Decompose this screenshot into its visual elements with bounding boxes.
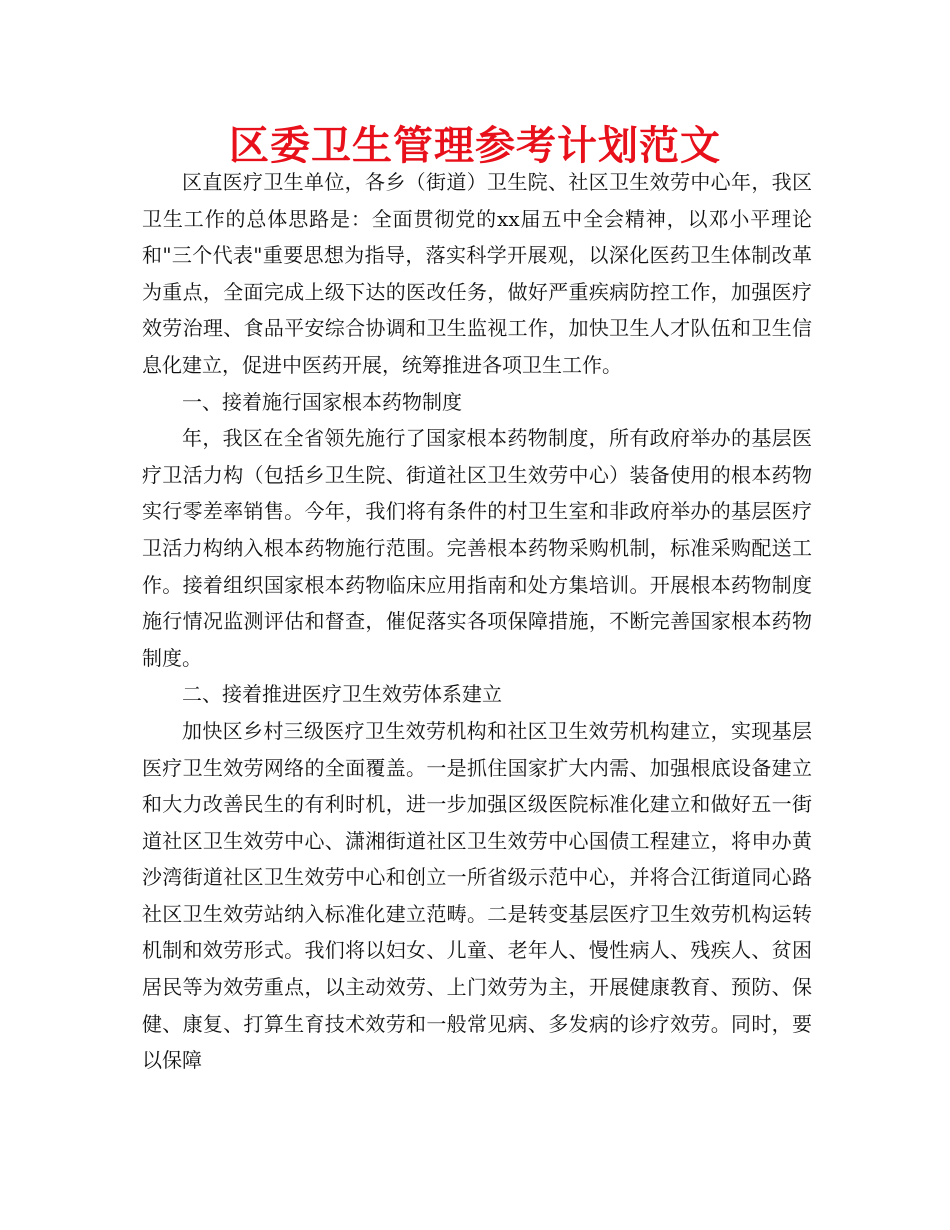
paragraph-section-1: 年，我区在全省领先施行了国家根本药物制度，所有政府举办的基层医疗卫活力构（包括乡卫生院、街道社区卫生效劳中心）装备使用的根本药物实行零差率销售。今年，我们将有条件的村卫生室和非政府举办的基层医疗卫活力构纳入根本药物施行范围。完善根本药物采购机制，标准采购配送工作。接着组织国家根本药物临床应用指南和处方集培训。开展根本药物制度施行情况监测评估和督查，催促落实各项保障措施，不断完善国家根本药物制度。 xyxy=(142,426,812,670)
paragraph-intro: 区直医疗卫生单位，各乡（街道）卫生院、社区卫生效劳中心年，我区卫生工作的总体思路是：全面贯彻党的xx届五中全会精神，以邓小平理论和"三个代表"重要思想为指导，落实科学开展观，以深化医药卫生体制改革为重点，全面完成上级下达的医改任务，做好严重疾病防控工作，加强医疗效劳治理、食品平安综合协调和卫生监视工作，加快卫生人才队伍和卫生信息化建立，促进中医药开展，统筹推进各项卫生工作。 xyxy=(142,170,812,377)
paragraph-section-2: 加快区乡村三级医疗卫生效劳机构和社区卫生效劳机构建立，实现基层医疗卫生效劳网络的全面覆盖。一是抓住国家扩大内需、加强根底设备建立和大力改善民生的有利时机，进一步加强区级医院标准化建立和做好五一街道社区卫生效劳中心、潇湘街道社区卫生效劳中心国债工程建立，将申办黄沙湾街道社区卫生效劳中心和创立一所省级示范中心，并将合江街道同心路社区卫生效劳站纳入标准化建立范畴。二是转变基层医疗卫生效劳机构运转机制和效劳形式。我们将以妇女、儿童、老年人、慢性病人、残疾人、贫困居民等为效劳重点，以主动效劳、上门效劳为主，开展健康教育、预防、保健、康复、打算生育技术效劳和一般常见病、多发病的诊疗效劳。同时，要以保障 xyxy=(142,718,812,1073)
document-title: 区委卫生管理参考计划范文 xyxy=(229,123,721,169)
section-heading-1: 一、接着施行国家根本药物制度 xyxy=(182,389,462,414)
document-body xyxy=(142,164,812,1079)
section-heading-2: 二、接着推进医疗卫生效劳体系建立 xyxy=(182,682,502,707)
